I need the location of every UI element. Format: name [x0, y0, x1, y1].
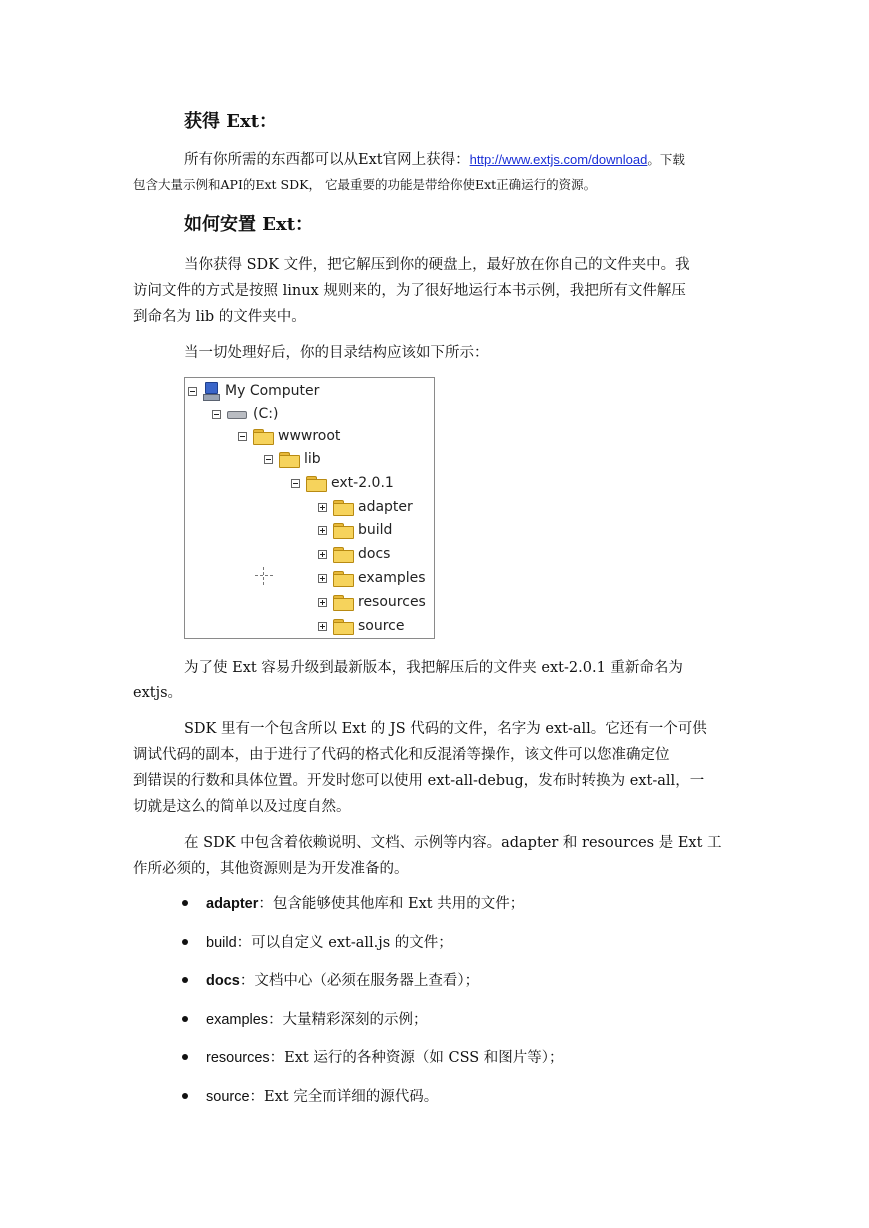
tree-node-build[interactable] — [318, 519, 392, 541]
tree-label: build — [358, 522, 393, 538]
bullet-icon — [182, 1054, 188, 1060]
expand-icon[interactable] — [318, 550, 327, 559]
folder-icon — [333, 619, 353, 634]
folder-icon — [333, 547, 353, 562]
para-sdk-line2: 调试代码的副本，由于进行了代码的格式化和反混淆等操作，该文件可以您准确定位 — [133, 747, 670, 763]
bullet-icon — [182, 939, 188, 945]
para-rename-line2: extjs。 — [133, 685, 183, 701]
folder-icon — [253, 429, 273, 444]
tree-label: docs — [358, 546, 391, 562]
tree-label: adapter — [358, 499, 413, 515]
list-item: build：可以自定义 ext-all.js 的文件； — [182, 931, 453, 952]
folder-icon — [333, 523, 353, 538]
bullet-icon — [182, 977, 188, 983]
folder-icon — [333, 595, 353, 610]
tree-label: lib — [304, 451, 321, 467]
list-item: resources：Ext 运行的各种资源（如 CSS 和图片等）； — [182, 1046, 564, 1067]
para-contents-line2: 作所必须的，其他资源则是为开发准备的。 — [133, 861, 409, 877]
para-get-text-a: 所有你所需的东西都可以从Ext官网上获得： — [184, 152, 470, 168]
collapse-icon[interactable] — [188, 387, 197, 396]
tree-label: wwwroot — [278, 428, 341, 444]
bullet-icon — [182, 1016, 188, 1022]
tree-label: source — [358, 618, 405, 634]
download-link[interactable]: http://www.extjs.com/download — [469, 152, 648, 167]
tree-node-source[interactable] — [318, 615, 405, 637]
bullet-icon — [182, 900, 188, 906]
collapse-icon[interactable] — [212, 410, 221, 419]
tree-label: examples — [358, 570, 426, 586]
collapse-icon[interactable] — [291, 479, 300, 488]
folder-icon — [279, 452, 299, 467]
para-get-line2: 包含大量示例和API的Ext SDK， 它最重要的功能是带给你使Ext正确运行的资源。 — [133, 177, 597, 192]
expand-icon[interactable] — [318, 526, 327, 535]
directory-tree-image — [184, 377, 435, 639]
collapse-icon[interactable] — [238, 432, 247, 441]
tree-node-wwwroot[interactable] — [238, 425, 340, 447]
drive-icon — [227, 409, 247, 419]
para-sdk-line1: SDK 里有一个包含所以 Ext 的 JS 代码的文件，名字为 ext-all。它还有一个可供 — [184, 721, 707, 737]
heading-install-ext: 如何安置 Ext： — [184, 214, 314, 235]
expand-icon[interactable] — [318, 574, 327, 583]
tree-node-examples[interactable] — [318, 567, 426, 589]
tree-node-drive-c[interactable] — [212, 403, 278, 425]
para-sdk-line4: 切就是这么的简单以及过度自然。 — [133, 799, 351, 815]
para-contents-line1: 在 SDK 中包含着依赖说明、文档、示例等内容。adapter 和 resources 是 Ext 工 — [184, 835, 722, 851]
para-get-line1 — [184, 147, 685, 173]
heading-get-ext: 获得 Ext： — [184, 111, 278, 132]
folder-icon — [306, 476, 326, 491]
tree-node-adapter[interactable] — [318, 496, 413, 518]
list-item: examples：大量精彩深刻的示例； — [182, 1008, 428, 1029]
tree-label: ext-2.0.1 — [331, 475, 394, 491]
list-item: docs：文档中心（必须在服务器上查看）； — [182, 969, 479, 990]
expand-icon[interactable] — [318, 598, 327, 607]
tree-node-lib[interactable] — [264, 448, 321, 470]
folder-icon — [333, 571, 353, 586]
para-dir: 当一切处理好后，你的目录结构应该如下所示： — [184, 345, 489, 361]
folder-icon — [333, 500, 353, 515]
tree-label: resources — [358, 594, 426, 610]
tree-label: My Computer — [225, 383, 320, 399]
tree-node-resources[interactable] — [318, 591, 426, 613]
expand-icon[interactable] — [318, 622, 327, 631]
para-install-line3: 到命名为 lib 的文件夹中。 — [133, 309, 306, 325]
para-rename-line1: 为了使 Ext 容易升级到最新版本，我把解压后的文件夹 ext-2.0.1 重新命名为 — [184, 660, 683, 676]
computer-icon — [203, 382, 219, 400]
tree-node-docs[interactable] — [318, 543, 390, 565]
collapse-icon[interactable] — [264, 455, 273, 464]
para-sdk-line3: 到错误的行数和具体位置。开发时您可以使用 ext-all-debug，发布时转换为 ext-all，一 — [133, 773, 705, 789]
crosshair-cursor-icon — [255, 567, 273, 585]
bullet-icon — [182, 1093, 188, 1099]
list-item: source：Ext 完全而详细的源代码。 — [182, 1085, 438, 1106]
para-get-text-b: 。下载 — [647, 152, 685, 167]
para-install-line2: 访问文件的方式是按照 linux 规则来的，为了很好地运行本书示例，我把所有文件解压 — [133, 283, 686, 299]
tree-label: (C:) — [253, 406, 279, 422]
tree-node-ext[interactable] — [291, 472, 394, 494]
para-install-line1: 当你获得 SDK 文件，把它解压到你的硬盘上，最好放在你自己的文件夹中。我 — [184, 257, 690, 273]
expand-icon[interactable] — [318, 503, 327, 512]
tree-node-my-computer[interactable] — [188, 380, 319, 402]
list-item: adapter：包含能够使其他库和 Ext 共用的文件； — [182, 892, 524, 913]
